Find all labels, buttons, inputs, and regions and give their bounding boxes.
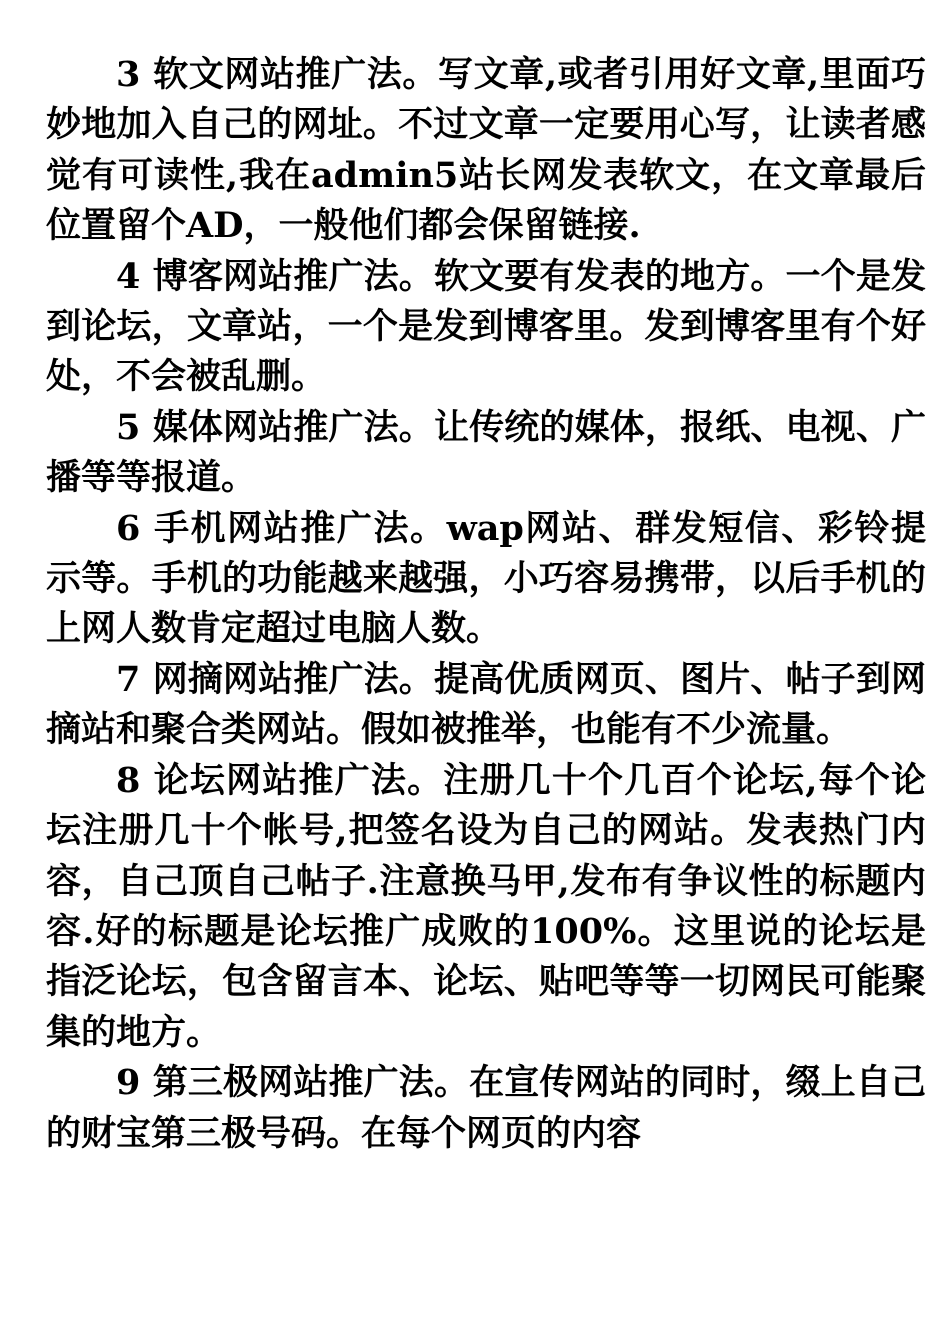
paragraph-8-forum: 8 论坛网站推广法。注册几十个几百个论坛,每个论坛注册几十个帐号,把签名设为自己的网站。发表热门内容，自己顶自己帖子.注意换马甲,发布有争议性的标题内容.好的标题是论坛推广成败的100%。这里说的论坛是指泛论坛，包含留言本、论坛、贴吧等等一切网民可能聚集的地方。 — [46, 759, 926, 1053]
paragraph-7-bookmark: 7 网摘网站推广法。提高优质网页、图片、帖子到网摘站和聚合类网站。假如被推举，也能有不少流量。 — [46, 658, 926, 751]
paragraph-4-blog: 4 博客网站推广法。软文要有发表的地方。一个是发到论坛，文章站，一个是发到博客里。发到博客里有个好处，不会被乱删。 — [46, 255, 926, 398]
document-page — [46, 50, 926, 1159]
paragraph-5-media: 5 媒体网站推广法。让传统的媒体，报纸、电视、广播等等报道。 — [46, 406, 926, 499]
paragraph-9-third-pole: 9 第三极网站推广法。在宣传网站的同时，缀上自己的财宝第三极号码。在每个网页的内容 — [46, 1062, 926, 1154]
paragraph-6-mobile: 6 手机网站推广法。wap网站、群发短信、彩铃提示等。手机的功能越来越强，小巧容易携带，以后手机的上网人数肯定超过电脑人数。 — [46, 507, 926, 650]
paragraph-3-soft-article: 3 软文网站推广法。写文章,或者引用好文章,里面巧妙地加入自己的网址。不过文章一定要用心写，让读者感觉有可读性,我在admin5站长网发表软文，在文章最后位置留个AD，一般他们都会保留链接. — [46, 54, 926, 247]
